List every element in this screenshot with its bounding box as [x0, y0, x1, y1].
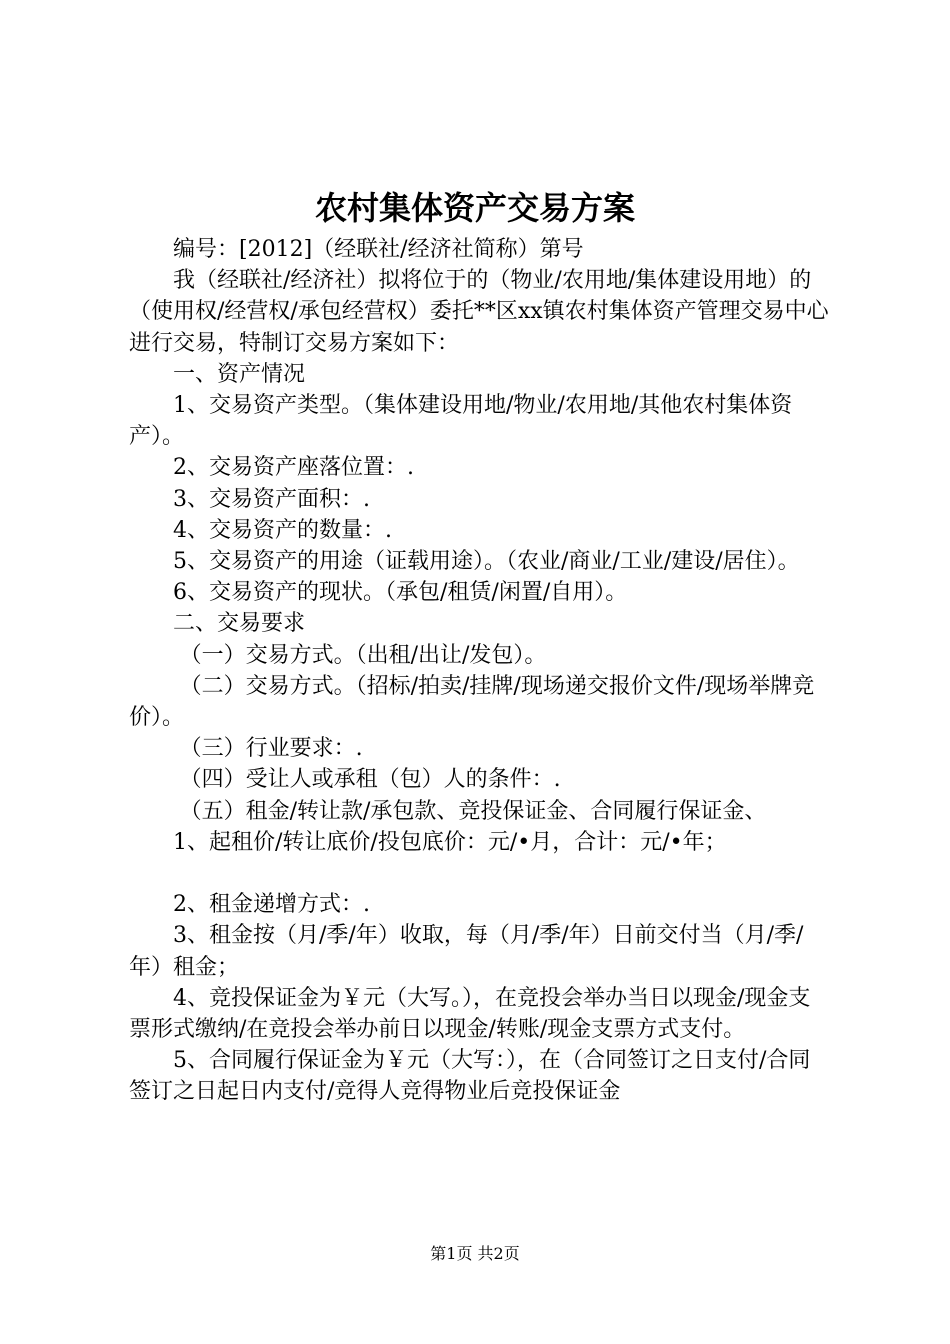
- section-heading-asset-info: 一、资产情况: [173, 361, 306, 387]
- item-trade-method-1: （一）交易方式。（出租/出让/发包）。: [179, 642, 547, 668]
- intro-paragraph: 我（经联社/经济社）拟将位于的（物业/农用地/集体建设用地）的（使用权/经营权/承包经营权）委托**区xx镇农村集体资产管理交易中心进行交易，特制订交易方案如下：: [129, 268, 829, 356]
- item-rent-deposit: （五）租金/转让款/承包款、竞投保证金、合同履行保证金、: [179, 798, 767, 824]
- item-rent-collection: 3、租金按（月/季/年）收取，每（月/季/年）日前交付当（月/季/年）租金；: [129, 923, 804, 980]
- item-bid-deposit: 4、竞投保证金为￥元（大写。），在竞投会举办当日以现金/现金支票形式缴纳/在竞投会举办前日以现金/转账/现金支票方式支付。: [129, 985, 811, 1043]
- item-starting-price: 1、起租价/转让底价/投包底价：元/•月，合计：元/•年；: [173, 829, 727, 855]
- item-bidder-conditions: （四）受让人或承租（包）人的条件：.: [179, 767, 561, 793]
- document-title: 农村集体资产交易方案: [314, 189, 635, 227]
- item-trade-method-2: （二）交易方式。（招标/拍卖/挂牌/现场递交报价文件/现场举牌竞价）。: [129, 673, 815, 731]
- section-heading-trade-requirements: 二、交易要求: [173, 611, 306, 637]
- serial-number-line: 编号：[2012]（经联社/经济社简称）第号: [173, 237, 584, 262]
- page-footer: 第1页 共2页: [430, 1244, 520, 1263]
- item-industry-requirement: （三）行业要求：.: [179, 736, 363, 762]
- item-asset-type: 1、交易资产类型。（集体建设用地/物业/农用地/其他农村集体资产）。: [129, 393, 793, 450]
- document-body: [129, 234, 831, 1108]
- item-asset-usage: 5、交易资产的用途（证载用途）。（农业/商业/工业/建设/居住）。: [173, 549, 800, 575]
- blank-line: [129, 858, 831, 889]
- item-asset-area: 3、交易资产面积：.: [173, 486, 370, 512]
- item-performance-deposit: 5、合同履行保证金为￥元（大写：），在（合同签订之日支付/合同签订之日起日内支付/竞得人竞得物业后竞投保证金: [129, 1048, 811, 1105]
- item-rent-increase: 2、租金递增方式：.: [173, 892, 370, 918]
- item-asset-location: 2、交易资产座落位置：.: [173, 455, 414, 481]
- item-asset-status: 6、交易资产的现状。（承包/租赁/闲置/自用）。: [173, 580, 628, 606]
- item-asset-quantity: 4、交易资产的数量：.: [173, 517, 392, 543]
